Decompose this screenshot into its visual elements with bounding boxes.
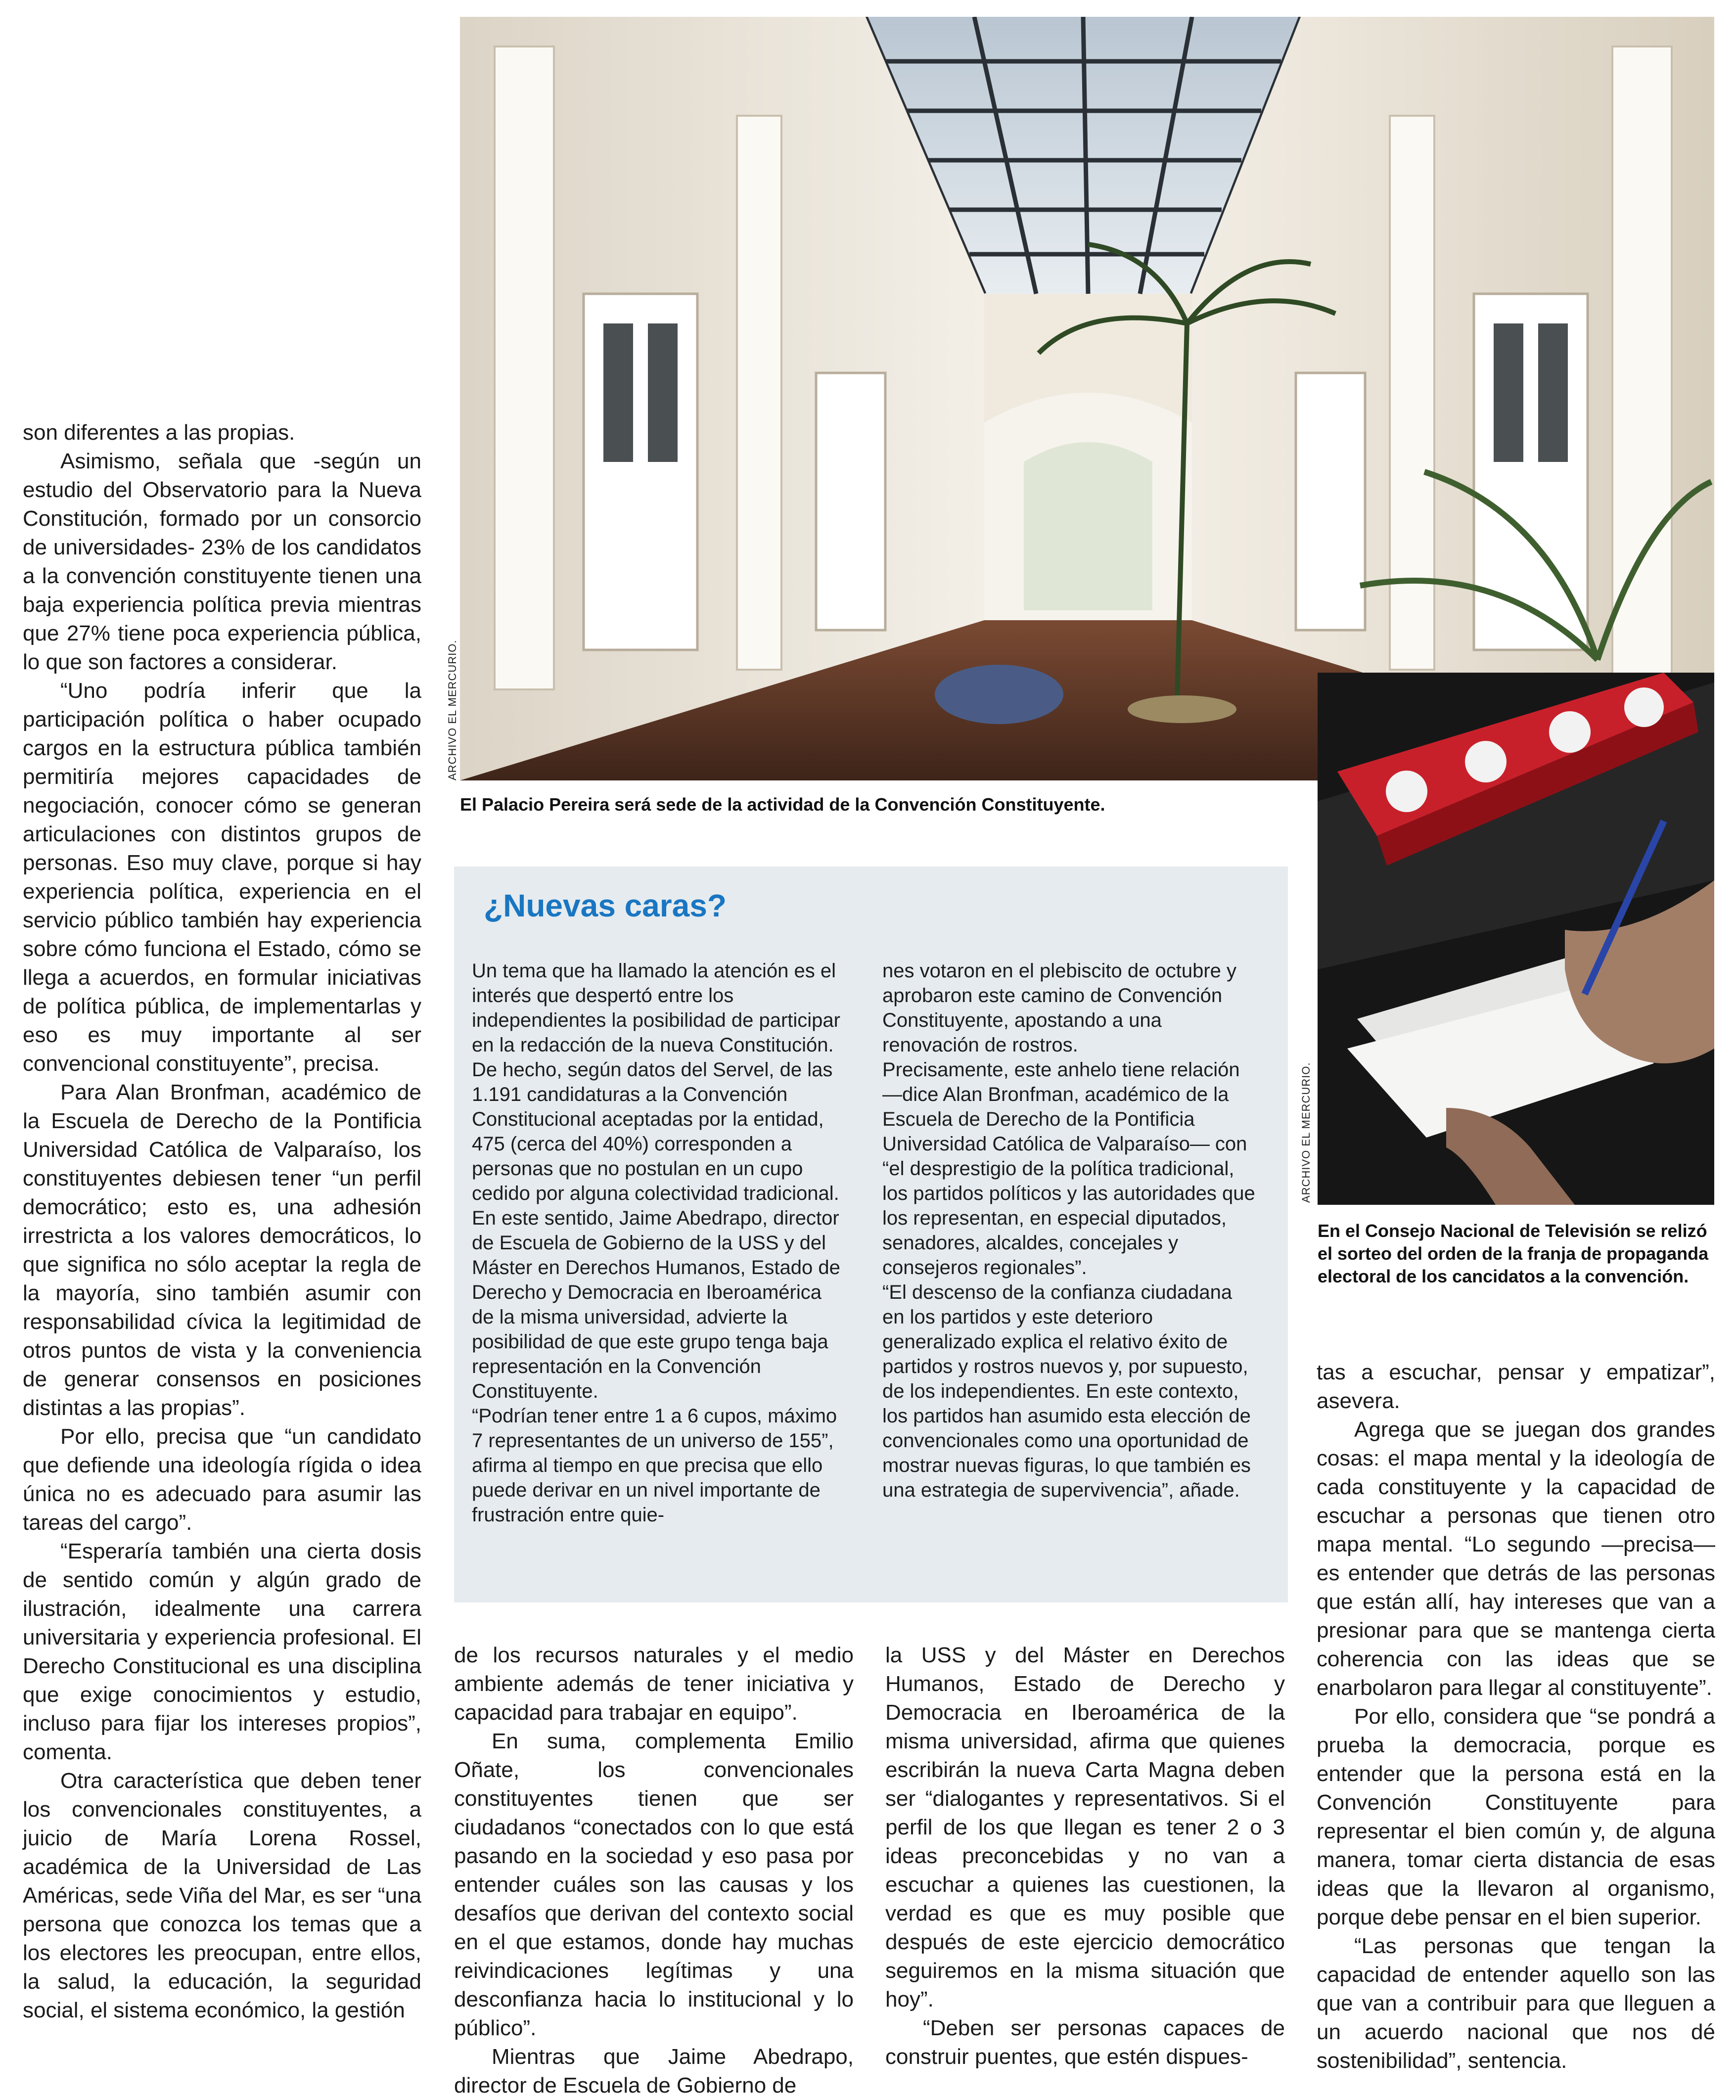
paragraph: Agrega que se juegan dos grandes cosas: el mapa mental y la ideología de cada constituyente y la capacidad de escuchar a personas que tienen otro mapa mental. “Lo segundo —precisa— es entender que detrás de las personas que están allí, hay intereses que van a presionar para que se mantenga cierta coherencia con las ideas que se enarbolaron para llegar al constituyente”.	[1317, 1417, 1715, 1700]
cntv-photo	[1318, 673, 1714, 1205]
paragraph: tas a escuchar, pensar y empatizar”, asevera.	[1317, 1360, 1715, 1413]
palacio-hall-illustration	[460, 17, 1714, 780]
cntv-draw-illustration	[1318, 673, 1714, 1205]
sidebar-paragraph: Precisamente, este anhelo tiene relación —dice Alan Bronfman, académico de la Escuela de Derecho de la Pontificia Universidad Católica de Valparaíso— con “el desprestigio de la política tradicional, los partidos políticos y las autoridades que los representan, en especial diputados, senadores, alcaldes, concejales y consejeros regionales”.	[882, 1059, 1255, 1278]
article-column-mid-1	[454, 1641, 854, 2100]
palacio-pereira-photo	[460, 17, 1714, 780]
cntv-photo-caption: En el Consejo Nacional de Televisión se relizó el sorteo del orden de la franja de propaganda electoral de los cancidatos a la convención.	[1318, 1221, 1709, 1286]
article-column-right	[1317, 1358, 1715, 2075]
paragraph: Para Alan Bronfman, académico de la Escuela de Derecho de la Pontificia Universidad Católica de Valparaíso, los constituyentes debiesen tener “un perfil democrático; esto es, una adhesión irrestricta a los valores democráticos, lo que significa no sólo aceptar la regla de la mayoría, sino también asumir con responsabilidad cívica la legitimidad de otros puntos de vista y la conveniencia de generar consensos en posiciones distintas a las propias”.	[23, 1080, 421, 1420]
paragraph: “Deben ser personas capaces de construir puentes, que estén dispues-	[885, 2016, 1285, 2069]
paragraph: “Las personas que tengan la capacidad de entender aquello son las que van a contribuir para que lleguen a un acuerdo nacional que nos dé sostenibilidad”, sentencia.	[1317, 1934, 1715, 2073]
article-column-mid-2	[885, 1641, 1285, 2071]
paragraph: Por ello, considera que “se pondrá a prueba la democracia, porque es entender que la persona está en la Convención Constituyente para representar el bien común y, de alguna manera, tomar cierta distancia de esas ideas que la llevaron al organismo, porque debe pensar en el bien superior.	[1317, 1704, 1715, 1929]
sidebar-column-2	[882, 959, 1259, 1503]
paragraph: de los recursos naturales y el medio ambiente además de tener iniciativa y capacidad para trabajar en equipo”.	[454, 1643, 854, 1725]
sidebar-paragraph: nes votaron en el plebiscito de octubre y aprobaron este camino de Convención Constituyente, apostando a una renovación de rostros.	[882, 960, 1236, 1056]
paragraph: “Uno podría inferir que la participación política o haber ocupado cargos en la estructura pública también permitiría mejores capacidades de negociación, conocer cómo se generan articulaciones con distintos grupos de personas. Eso muy clave, porque si hay experiencia política, experiencia en el servicio público también hay experiencia sobre cómo funciona el Estado, cómo se llega a acuerdos, en formular iniciativas de política pública, de implementarlas y eso es muy importante al ser convencional constituyente”, precisa.	[23, 679, 421, 1076]
palacio-photo-credit: ARCHIVO EL MERCURIO.	[446, 639, 458, 780]
paragraph: En suma, complementa Emilio Oñate, los convencionales constituyentes tienen que ser ciudadanos “conectados con lo que está pasando en la sociedad y eso pasa por entender cuáles son las causas y los desafíos que derivan del contexto social en el que estamos, donde hay muchas reivindicaciones legítimas y una desconfianza hacia lo institucional y lo público”.	[454, 1729, 854, 2040]
sidebar-paragraph: Un tema que ha llamado la atención es el interés que despertó entre los independientes la posibilidad de participar en la redacción de la nueva Constitución. De hecho, según datos del Servel, de las 1.191 candidaturas a la Convención Constitucional aceptadas por la entidad, 475 (cerca del 40%) corresponden a personas que no postulan en un cupo cedido por alguna colectividad tradicional.	[472, 960, 840, 1204]
paragraph: Asimismo, señala que -según un estudio del Observatorio para la Nueva Constitución, formado por un consorcio de universidades- 23% de los candidatos a la convención constituyente tienen una baja experiencia política previa mientras que 27% tiene poca experiencia pública, lo que son factores a considerar.	[23, 449, 421, 674]
paragraph: “Esperaría también una cierta dosis de sentido común y algún grado de ilustración, idealmente una carrera universitaria y experiencia profesional. El Derecho Constitucional es una disciplina que exige conocimientos y estudio, incluso para fijar los intereses propios”, comenta.	[23, 1539, 421, 1764]
paragraph: la USS y del Máster en Derechos Humanos, Estado de Derecho y Democracia en Iberoamérica de la misma universidad, afirma que quienes escribirán la nueva Carta Magna deben ser “dialogantes y representativos. Si el perfil de los que llegan es tener 2 o 3 ideas preconcebidas y no van a escuchar a quienes las cuestionen, la verdad es que es muy posible que después de este ejercicio democrático seguiremos en la misma situación que hoy”.	[885, 1643, 1285, 2011]
sidebar-column-1	[472, 959, 849, 1527]
sidebar-title: ¿Nuevas caras?	[484, 888, 727, 923]
sidebar-box	[454, 867, 1288, 1602]
paragraph: Mientras que Jaime Abedrapo, director de Escuela de Gobierno de	[454, 2045, 854, 2098]
paragraph: Por ello, precisa que “un candidato que defiende una ideología rígida o idea única no es adecuado para asumir las tareas del cargo”.	[23, 1424, 421, 1535]
sidebar-paragraph: En este sentido, Jaime Abedrapo, director de Escuela de Gobierno de la USS y del Máster en Derechos Humanos, Estado de Derecho y Democracia en Iberoamérica de la misma universidad, advierte la posibilidad de que este grupo tenga baja representación en la Convención Constituyente.	[472, 1207, 840, 1402]
sidebar-paragraph: “Podrían tener entre 1 a 6 cupos, máximo 7 representantes de un universo de 155”, afirma al tiempo en que precisa que ello puede derivar en un nivel importante de frustración entre quie-	[472, 1405, 837, 1526]
sidebar-paragraph: “El descenso de la confianza ciudadana en los partidos y este deterioro generalizado explica el relativo éxito de partidos y rostros nuevos y, por supuesto, de los independientes. En este contexto, los partidos han asumido esta elección de convencionales como una oportunidad de mostrar nuevas figuras, lo que también es una estrategia de supervivencia”, añade.	[882, 1281, 1251, 1501]
cntv-photo-credit: ARCHIVO EL MERCURIO.	[1300, 1062, 1312, 1203]
article-column-left	[23, 418, 421, 2025]
palacio-photo-caption: El Palacio Pereira será sede de la actividad de la Convención Constituyente.	[460, 794, 1105, 815]
paragraph: son diferentes a las propias.	[23, 420, 295, 445]
paragraph: Otra característica que deben tener los convencionales constituyentes, a juicio de María Lorena Rossel, académica de la Universidad de Las Américas, sede Viña del Mar, es ser “una persona que conozca los temas que a los electores les preocupan, entre ellos, la salud, la educación, la seguridad social, el sistema económico, la gestión	[23, 1769, 421, 2022]
